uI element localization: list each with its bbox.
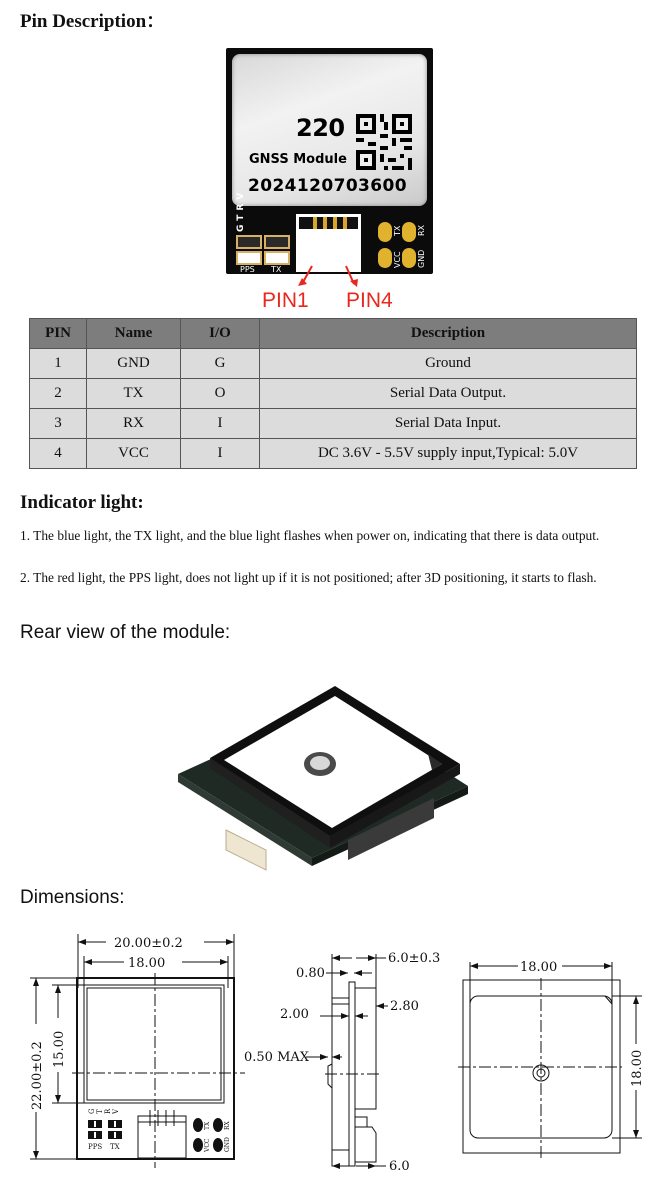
pad-gnd [402, 248, 416, 268]
cell-pin: 3 [30, 409, 87, 439]
svg-text:T: T [96, 1109, 104, 1114]
cell-name: GND [87, 349, 181, 379]
pin-table [29, 318, 637, 469]
header-io: I/O [181, 319, 260, 349]
svg-text:PPS: PPS [88, 1143, 103, 1151]
header-name: Name [87, 319, 181, 349]
silk-pad-tx: TX [393, 225, 402, 236]
dim-front-width-inner: 18.00 [128, 956, 166, 971]
table-row [30, 379, 637, 409]
connector-pin [323, 217, 327, 229]
led-pps [236, 235, 262, 249]
cell-pin: 4 [30, 439, 87, 469]
pin-description-title: Pin Description： [20, 11, 166, 32]
cell-description: Ground [260, 349, 637, 379]
svg-text:TX: TX [110, 1143, 120, 1151]
header-description: Description [260, 319, 637, 349]
side-drawing [240, 940, 460, 1180]
header-pin: PIN [30, 319, 87, 349]
arrow-down-right-icon [350, 279, 358, 287]
cell-io: I [181, 409, 260, 439]
module-serial-label: 2024120703600 [248, 176, 407, 196]
cell-io: I [181, 439, 260, 469]
cell-io: O [181, 379, 260, 409]
dim-side-protrusion: 0.50 MAX [244, 1050, 310, 1065]
qr-code-icon [356, 114, 412, 170]
indicator-item-2: 2. The red light, the PPS light, does not light up if it is not positioned; after 3D positioning, it starts to flash. [20, 570, 597, 585]
cell-description: DC 3.6V - 5.5V supply input,Typical: 5.0V [260, 439, 637, 469]
pad-vcc [378, 248, 392, 268]
pad-rx [402, 222, 416, 242]
dim-front-height-outer: 22.00±0.2 [30, 1041, 45, 1110]
svg-text:RX: RX [224, 1121, 231, 1130]
silk-pad-vcc: VCC [393, 251, 402, 268]
pad-tx [378, 222, 392, 242]
silk-tx-label: TX [271, 265, 282, 274]
dim-side-antenna: 2.80 [390, 999, 419, 1014]
cell-io: G [181, 349, 260, 379]
indicator-title: Indicator light: [20, 492, 144, 513]
cell-pin: 1 [30, 349, 87, 379]
dim-side-bottom: 6.0 [389, 1159, 410, 1174]
module-name-label: GNSS Module [249, 152, 347, 167]
cell-name: VCC [87, 439, 181, 469]
svg-text:VCC: VCC [204, 1138, 211, 1152]
silk-pad-rx: RX [417, 224, 426, 236]
table-row [30, 349, 637, 379]
cell-description: Serial Data Input. [260, 409, 637, 439]
dim-front-width-outer: 20.00±0.2 [114, 936, 183, 951]
svg-text:G: G [88, 1108, 96, 1114]
rear-view-title: Rear view of the module: [20, 622, 231, 643]
dim-top-height: 18.00 [630, 1049, 645, 1087]
cell-name: RX [87, 409, 181, 439]
svg-text:V: V [112, 1108, 120, 1114]
table-header-row [30, 319, 637, 349]
svg-text:R: R [104, 1108, 112, 1114]
module-model-label: 220 [296, 114, 345, 142]
led-tx [264, 235, 290, 249]
dim-side-pcb: 0.80 [296, 966, 325, 981]
dimensions-title: Dimensions: [20, 887, 125, 908]
indicator-item-1: 1. The blue light, the TX light, and the blue light flashes when power on, indicating that there is data output. [20, 528, 600, 543]
connector-header [299, 217, 358, 229]
callout-pin4: PIN4 [346, 289, 393, 312]
module-rear-photo [170, 662, 480, 872]
pin-arrows [290, 262, 370, 292]
svg-text:TX: TX [204, 1121, 211, 1130]
silk-pin-letters: GTRV [236, 188, 246, 232]
resistor-pps [236, 251, 262, 265]
connector-pin [313, 217, 317, 229]
silk-pps-label: PPS [240, 265, 255, 274]
cell-name: TX [87, 379, 181, 409]
top-drawing [450, 944, 666, 1164]
connector-pin [343, 217, 347, 229]
front-drawing [20, 928, 250, 1178]
table-row [30, 409, 637, 439]
resistor-tx [264, 251, 290, 265]
dim-top-width: 18.00 [520, 960, 558, 975]
callout-pin1: PIN1 [262, 289, 309, 312]
cell-pin: 2 [30, 379, 87, 409]
dim-front-height-inner: 15.00 [52, 1030, 67, 1068]
cell-description: Serial Data Output. [260, 379, 637, 409]
table-row [30, 439, 637, 469]
connector-pin [333, 217, 337, 229]
silk-pad-gnd: GND [417, 249, 426, 268]
dim-side-total: 6.0±0.3 [388, 951, 441, 966]
svg-text:GND: GND [224, 1137, 231, 1152]
dim-side-gap: 2.00 [280, 1007, 309, 1022]
connector-icon [226, 830, 266, 870]
